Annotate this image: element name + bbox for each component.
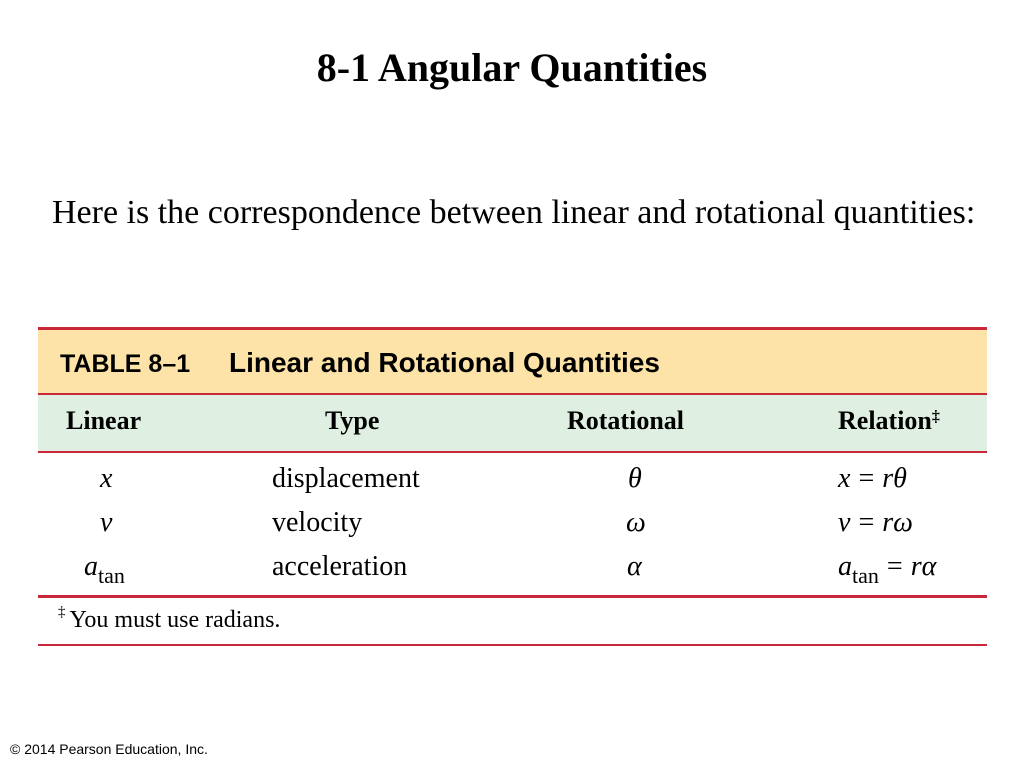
header-relation (838, 405, 940, 437)
cell-linear (100, 459, 112, 500)
header-linear: Linear (66, 406, 142, 435)
relation-rhs: rθ (882, 463, 907, 494)
quantities-table (38, 327, 987, 649)
cell-relation (838, 459, 907, 500)
cell-relation (838, 547, 936, 588)
linear-subscript: tan (98, 563, 125, 588)
cell-rotational: ω (626, 507, 646, 538)
relation-equals: = (886, 551, 903, 582)
cell-type: acceleration (272, 551, 408, 582)
table-row (38, 547, 987, 591)
table-footnote (58, 605, 280, 635)
relation-rhs: rω (882, 507, 913, 538)
copyright-notice: © 2014 Pearson Education, Inc. (10, 741, 208, 757)
relation-lhs: x (838, 463, 851, 494)
linear-symbol: x (100, 463, 113, 494)
table-caption-label: TABLE 8–1 (60, 350, 191, 378)
relation-lhs: v (838, 507, 851, 538)
cell-linear (84, 547, 125, 588)
header-type: Type (325, 406, 380, 435)
footnote-mark: ‡ (58, 604, 66, 620)
table-header-row (38, 395, 987, 451)
table-caption-band (38, 330, 987, 393)
cell-rotational: θ (628, 463, 642, 494)
linear-symbol: v (100, 507, 113, 538)
cell-type: displacement (272, 463, 420, 494)
header-rotational: Rotational (567, 406, 684, 435)
cell-relation (838, 503, 913, 544)
table-caption-title: Linear and Rotational Quantities (229, 347, 660, 378)
header-relation-mark: ‡ (931, 408, 940, 425)
footnote-text: You must use radians. (69, 607, 281, 633)
table-body-rule (38, 595, 987, 598)
table-row (38, 503, 987, 547)
table-header-rule (38, 451, 987, 453)
relation-lhs-subscript: tan (852, 563, 879, 588)
linear-symbol: a (84, 551, 98, 582)
relation-lhs: a (838, 551, 852, 582)
relation-equals: = (858, 463, 875, 494)
relation-equals: = (858, 507, 875, 538)
table-row (38, 459, 987, 503)
slide-title: 8-1 Angular Quantities (316, 45, 708, 90)
header-relation-label: Relation (838, 406, 932, 435)
intro-text: Here is the correspondence between linear and rotational quantities: (52, 194, 976, 231)
table-bottom-rule (38, 644, 987, 646)
relation-rhs: rα (910, 551, 937, 582)
cell-linear (100, 503, 112, 544)
cell-rotational: α (627, 551, 642, 582)
cell-type: velocity (272, 507, 363, 538)
